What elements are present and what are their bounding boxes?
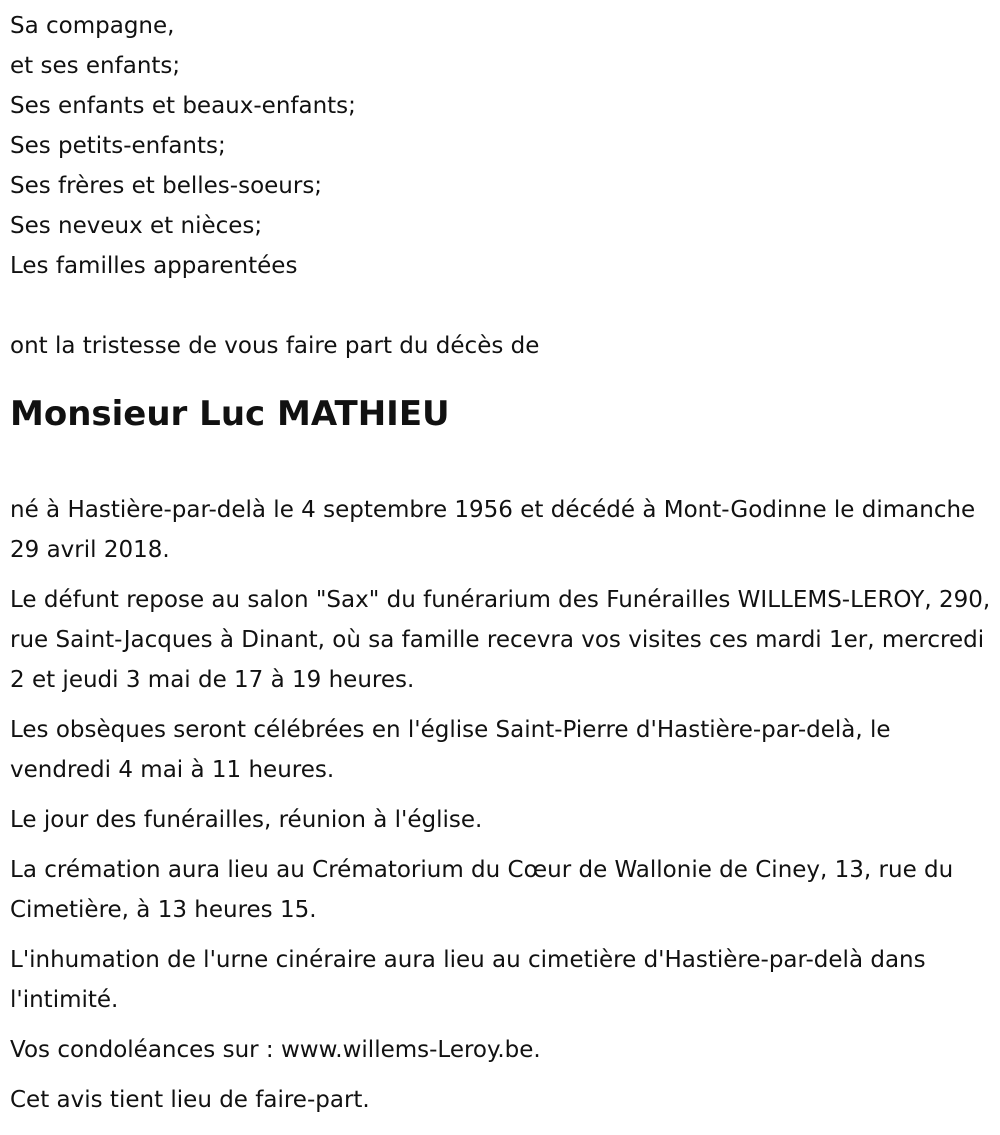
notice-details [10,490,1000,1120]
notice-closing: Cet avis tient lieu de faire-part. [10,1087,370,1113]
funeral-service-paragraph: Les obsèques seront célébrées en l'église Saint-Pierre d'Hastière-par-delà, le vendredi 4 mai à 11 heures. [10,717,891,783]
family-line-nephews: Ses neveux et nièces; [10,213,263,239]
family-line-grandchildren: Ses petits-enfants; [10,133,226,159]
cremation-paragraph: La crémation aura lieu au Crématorium du Cœur de Wallonie de Ciney, 13, rue du Cimetière, à 13 heures 15. [10,857,954,923]
deceased-name: Monsieur Luc MATHIEU [10,394,450,434]
burial-paragraph: L'inhumation de l'urne cinéraire aura lieu au cimetière d'Hastière-par-delà dans l'intimité. [10,947,926,1013]
meeting-paragraph: Le jour des funérailles, réunion à l'église. [10,807,483,833]
announcement-intro: ont la tristesse de vous faire part du décès de [10,333,540,359]
family-line-children: et ses enfants; [10,53,181,79]
family-line-siblings: Ses frères et belles-soeurs; [10,173,323,199]
family-list [10,0,1000,286]
condolences-paragraph: Vos condoléances sur : www.willems-Leroy.be. [10,1037,541,1063]
family-line-relatives: Les familles apparentées [10,253,298,279]
family-line-partner: Sa compagne, [10,13,175,39]
family-line-stepchildren: Ses enfants et beaux-enfants; [10,93,356,119]
visitation-paragraph: Le défunt repose au salon "Sax" du funérarium des Funérailles WILLEMS-LEROY, 290, rue Saint-Jacques à Dinant, où sa famille recevra vos visites ces mardi 1er, mercredi 2 et jeudi 3 mai de 17 à 19 heures. [10,587,991,693]
birth-death-paragraph: né à Hastière-par-delà le 4 septembre 1956 et décédé à Mont-Godinne le dimanche 29 avril 2018. [10,497,976,563]
